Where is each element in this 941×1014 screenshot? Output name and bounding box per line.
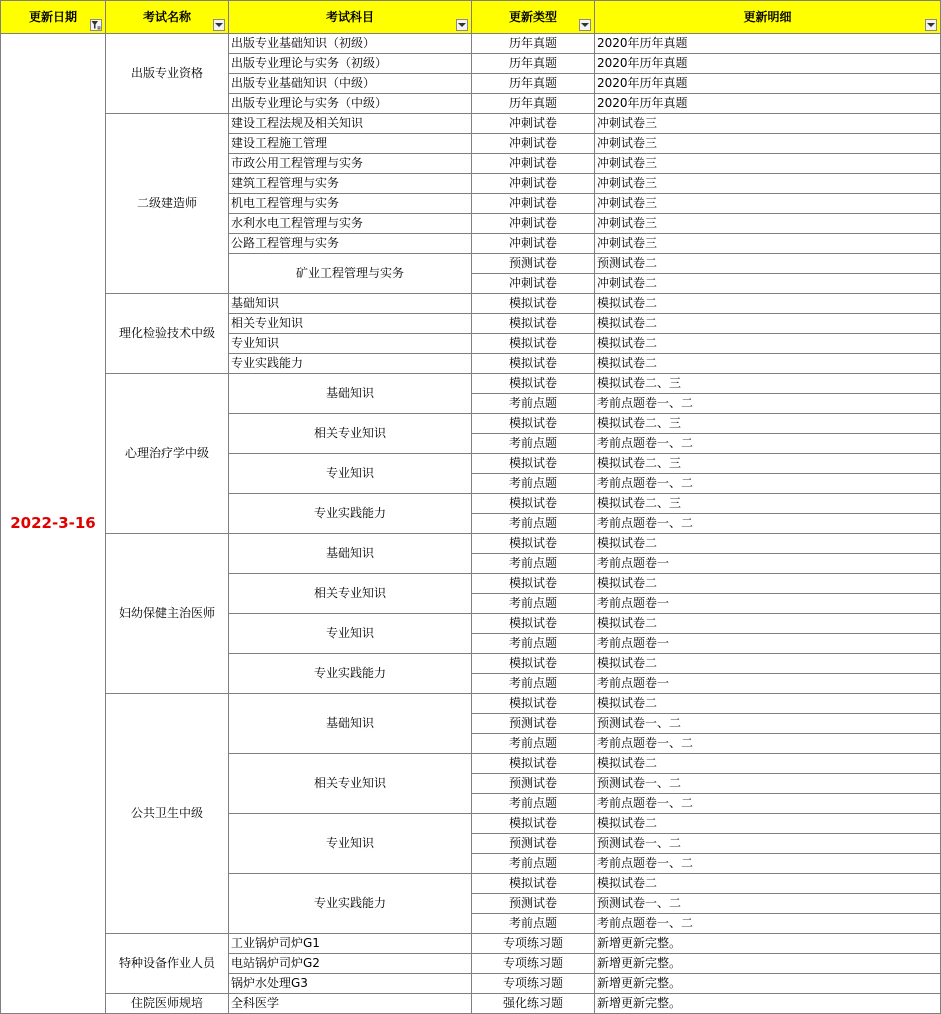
update-type-cell[interactable]: 冲刺试卷	[472, 114, 595, 134]
subject-cell[interactable]: 工业锅炉司炉G1	[229, 934, 472, 954]
header-date	[1, 1, 106, 34]
update-type-cell[interactable]: 模拟试卷	[472, 754, 595, 774]
update-detail-cell[interactable]: 模拟试卷二	[595, 354, 941, 374]
update-detail-cell[interactable]: 2020年历年真题	[595, 94, 941, 114]
subject-cell[interactable]: 出版专业理论与实务（初级）	[229, 54, 472, 74]
subject-cell[interactable]: 公路工程管理与实务	[229, 234, 472, 254]
update-type-cell[interactable]: 模拟试卷	[472, 354, 595, 374]
update-type-cell[interactable]: 模拟试卷	[472, 534, 595, 554]
update-type-cell[interactable]: 专项练习题	[472, 934, 595, 954]
dropdown-arrow-icon[interactable]	[579, 19, 591, 31]
update-detail-cell[interactable]: 冲刺试卷三	[595, 114, 941, 134]
update-detail-cell[interactable]: 考前点题卷一、二	[595, 914, 941, 934]
update-type-cell[interactable]: 模拟试卷	[472, 654, 595, 674]
update-type-cell[interactable]: 模拟试卷	[472, 814, 595, 834]
update-detail-cell[interactable]: 冲刺试卷三	[595, 134, 941, 154]
header-exam-label: 考试名称	[142, 9, 191, 24]
update-detail-cell[interactable]: 考前点题卷一、二	[595, 394, 941, 414]
subject-cell[interactable]: 机电工程管理与实务	[229, 194, 472, 214]
subject-cell[interactable]: 基础知识	[229, 294, 472, 314]
header-detail	[595, 1, 941, 34]
update-type-cell[interactable]: 历年真题	[472, 94, 595, 114]
update-detail-cell[interactable]: 冲刺试卷三	[595, 214, 941, 234]
subject-cell[interactable]: 专业知识	[229, 614, 472, 654]
update-type-cell[interactable]: 预测试卷	[472, 254, 595, 274]
update-detail-cell[interactable]: 考前点题卷一、二	[595, 434, 941, 454]
update-type-cell[interactable]: 模拟试卷	[472, 574, 595, 594]
subject-cell[interactable]: 专业实践能力	[229, 654, 472, 694]
exam-name-cell[interactable]: 二级建造师	[106, 114, 229, 294]
update-type-cell[interactable]: 考前点题	[472, 474, 595, 494]
exam-name-cell[interactable]: 妇幼保健主治医师	[106, 534, 229, 694]
update-detail-cell[interactable]: 考前点题卷一、二	[595, 514, 941, 534]
exam-name-cell[interactable]: 理化检验技术中级	[106, 294, 229, 374]
subject-cell[interactable]: 相关专业知识	[229, 414, 472, 454]
update-type-cell[interactable]: 专项练习题	[472, 954, 595, 974]
update-detail-cell[interactable]: 考前点题卷一	[595, 674, 941, 694]
update-type-cell[interactable]: 模拟试卷	[472, 414, 595, 434]
update-detail-cell[interactable]: 2020年历年真题	[595, 34, 941, 54]
update-detail-cell[interactable]: 考前点题卷一、二	[595, 734, 941, 754]
update-type-cell[interactable]: 模拟试卷	[472, 614, 595, 634]
update-type-cell[interactable]: 考前点题	[472, 854, 595, 874]
header-exam	[106, 1, 229, 34]
update-detail-cell[interactable]: 2020年历年真题	[595, 74, 941, 94]
update-detail-cell[interactable]: 模拟试卷二	[595, 654, 941, 674]
update-detail-cell[interactable]: 模拟试卷二	[595, 314, 941, 334]
update-detail-cell[interactable]: 模拟试卷二、三	[595, 494, 941, 514]
update-type-cell[interactable]: 冲刺试卷	[472, 214, 595, 234]
update-detail-cell[interactable]: 考前点题卷一、二	[595, 474, 941, 494]
subject-cell[interactable]: 建设工程法规及相关知识	[229, 114, 472, 134]
table-row	[1, 994, 941, 1014]
update-detail-cell[interactable]: 预测试卷一、二	[595, 834, 941, 854]
subject-cell[interactable]: 全科医学	[229, 994, 472, 1014]
subject-cell[interactable]: 专业实践能力	[229, 354, 472, 374]
table-row	[1, 694, 941, 714]
update-detail-cell[interactable]: 新增更新完整。	[595, 954, 941, 974]
update-type-cell[interactable]: 模拟试卷	[472, 294, 595, 314]
update-type-cell[interactable]: 历年真题	[472, 74, 595, 94]
filter-active-icon[interactable]	[90, 19, 102, 31]
header-detail-label: 更新明细	[743, 9, 792, 24]
subject-cell[interactable]: 出版专业理论与实务（中级）	[229, 94, 472, 114]
update-type-cell[interactable]: 冲刺试卷	[472, 234, 595, 254]
subject-cell[interactable]: 基础知识	[229, 374, 472, 414]
update-detail-cell[interactable]: 模拟试卷二	[595, 614, 941, 634]
update-type-cell[interactable]: 历年真题	[472, 54, 595, 74]
update-type-cell[interactable]: 模拟试卷	[472, 374, 595, 394]
exam-name-cell[interactable]: 住院医师规培	[106, 994, 229, 1014]
update-detail-cell[interactable]: 模拟试卷二	[595, 814, 941, 834]
update-detail-cell[interactable]: 冲刺试卷三	[595, 174, 941, 194]
update-type-cell[interactable]: 考前点题	[472, 554, 595, 574]
update-detail-cell[interactable]: 模拟试卷二	[595, 754, 941, 774]
update-type-cell[interactable]: 预测试卷	[472, 714, 595, 734]
subject-cell[interactable]: 电站锅炉司炉G2	[229, 954, 472, 974]
update-type-cell[interactable]: 考前点题	[472, 394, 595, 414]
subject-cell[interactable]: 相关专业知识	[229, 574, 472, 614]
table-row	[1, 934, 941, 954]
update-detail-cell[interactable]: 模拟试卷二、三	[595, 414, 941, 434]
update-detail-cell[interactable]: 考前点题卷一	[595, 594, 941, 614]
update-detail-cell[interactable]: 新增更新完整。	[595, 994, 941, 1014]
subject-cell[interactable]: 专业知识	[229, 334, 472, 354]
update-detail-cell[interactable]: 模拟试卷二	[595, 874, 941, 894]
update-detail-cell[interactable]: 新增更新完整。	[595, 934, 941, 954]
update-type-cell[interactable]: 冲刺试卷	[472, 134, 595, 154]
update-detail-cell[interactable]: 模拟试卷二	[595, 574, 941, 594]
update-type-cell[interactable]: 模拟试卷	[472, 494, 595, 514]
update-type-cell[interactable]: 专项练习题	[472, 974, 595, 994]
update-detail-cell[interactable]: 模拟试卷二	[595, 294, 941, 314]
update-detail-cell[interactable]: 预测试卷一、二	[595, 894, 941, 914]
update-type-cell[interactable]: 模拟试卷	[472, 454, 595, 474]
header-row	[1, 1, 941, 34]
update-type-cell[interactable]: 考前点题	[472, 734, 595, 754]
subject-cell[interactable]: 专业实践能力	[229, 874, 472, 934]
exam-name-cell[interactable]: 心理治疗学中级	[106, 374, 229, 534]
table-row	[1, 34, 941, 54]
exam-name-cell[interactable]: 公共卫生中级	[106, 694, 229, 934]
update-type-cell[interactable]: 模拟试卷	[472, 694, 595, 714]
update-detail-cell[interactable]: 模拟试卷二	[595, 694, 941, 714]
update-type-cell[interactable]: 预测试卷	[472, 894, 595, 914]
table-row	[1, 374, 941, 394]
update-type-cell[interactable]: 考前点题	[472, 794, 595, 814]
update-detail-cell[interactable]: 模拟试卷二、三	[595, 454, 941, 474]
header-type-label: 更新类型	[508, 9, 557, 24]
update-detail-cell[interactable]: 预测试卷一、二	[595, 774, 941, 794]
header-subject	[229, 1, 472, 34]
update-detail-cell[interactable]: 预测试卷二	[595, 254, 941, 274]
subject-cell[interactable]: 专业知识	[229, 814, 472, 874]
update-type-cell[interactable]: 冲刺试卷	[472, 274, 595, 294]
table-row	[1, 294, 941, 314]
subject-cell[interactable]: 锅炉水处理G3	[229, 974, 472, 994]
update-detail-cell[interactable]: 预测试卷一、二	[595, 714, 941, 734]
update-detail-cell[interactable]: 冲刺试卷二	[595, 274, 941, 294]
subject-cell[interactable]: 相关专业知识	[229, 754, 472, 814]
update-type-cell[interactable]: 冲刺试卷	[472, 154, 595, 174]
update-detail-cell[interactable]: 新增更新完整。	[595, 974, 941, 994]
update-type-cell[interactable]: 预测试卷	[472, 834, 595, 854]
subject-cell[interactable]: 基础知识	[229, 534, 472, 574]
update-type-cell[interactable]: 考前点题	[472, 434, 595, 454]
update-detail-cell[interactable]: 模拟试卷二	[595, 334, 941, 354]
dropdown-arrow-icon[interactable]	[456, 19, 468, 31]
update-type-cell[interactable]: 冲刺试卷	[472, 194, 595, 214]
update-type-cell[interactable]: 模拟试卷	[472, 314, 595, 334]
table-row	[1, 534, 941, 554]
subject-cell[interactable]: 专业知识	[229, 454, 472, 494]
dropdown-arrow-icon[interactable]	[925, 19, 937, 31]
update-type-cell[interactable]: 考前点题	[472, 594, 595, 614]
subject-cell[interactable]: 基础知识	[229, 694, 472, 754]
subject-cell[interactable]: 专业实践能力	[229, 494, 472, 534]
update-detail-cell[interactable]: 考前点题卷一	[595, 554, 941, 574]
subject-cell[interactable]: 建设工程施工管理	[229, 134, 472, 154]
update-type-cell[interactable]: 考前点题	[472, 634, 595, 654]
subject-cell[interactable]: 矿业工程管理与实务	[229, 254, 472, 294]
subject-cell[interactable]: 出版专业基础知识（初级）	[229, 34, 472, 54]
dropdown-arrow-icon[interactable]	[213, 19, 225, 31]
update-detail-cell[interactable]: 模拟试卷二、三	[595, 374, 941, 394]
update-detail-cell[interactable]: 考前点题卷一、二	[595, 794, 941, 814]
update-type-cell[interactable]: 模拟试卷	[472, 874, 595, 894]
update-detail-cell[interactable]: 模拟试卷二	[595, 534, 941, 554]
update-date-cell[interactable]: 2022-3-16	[1, 34, 106, 1014]
header-subject-label: 考试科目	[325, 9, 374, 24]
header-date-label: 更新日期	[28, 9, 77, 24]
update-type-cell[interactable]: 预测试卷	[472, 774, 595, 794]
update-detail-cell[interactable]: 考前点题卷一	[595, 634, 941, 654]
update-type-cell[interactable]: 强化练习题	[472, 994, 595, 1014]
table-body	[1, 34, 941, 1014]
exam-name-cell[interactable]: 特种设备作业人员	[106, 934, 229, 994]
update-type-cell[interactable]: 历年真题	[472, 34, 595, 54]
update-type-cell[interactable]: 考前点题	[472, 914, 595, 934]
subject-cell[interactable]: 建筑工程管理与实务	[229, 174, 472, 194]
update-type-cell[interactable]: 考前点题	[472, 674, 595, 694]
update-detail-cell[interactable]: 2020年历年真题	[595, 54, 941, 74]
update-detail-cell[interactable]: 冲刺试卷三	[595, 194, 941, 214]
subject-cell[interactable]: 相关专业知识	[229, 314, 472, 334]
update-detail-cell[interactable]: 冲刺试卷三	[595, 234, 941, 254]
subject-cell[interactable]: 水利水电工程管理与实务	[229, 214, 472, 234]
update-detail-cell[interactable]: 冲刺试卷三	[595, 154, 941, 174]
subject-cell[interactable]: 市政公用工程管理与实务	[229, 154, 472, 174]
header-type	[472, 1, 595, 34]
update-detail-cell[interactable]: 考前点题卷一、二	[595, 854, 941, 874]
exam-name-cell[interactable]: 出版专业资格	[106, 34, 229, 114]
update-type-cell[interactable]: 模拟试卷	[472, 334, 595, 354]
update-type-cell[interactable]: 冲刺试卷	[472, 174, 595, 194]
table-row	[1, 114, 941, 134]
subject-cell[interactable]: 出版专业基础知识（中级）	[229, 74, 472, 94]
update-type-cell[interactable]: 考前点题	[472, 514, 595, 534]
